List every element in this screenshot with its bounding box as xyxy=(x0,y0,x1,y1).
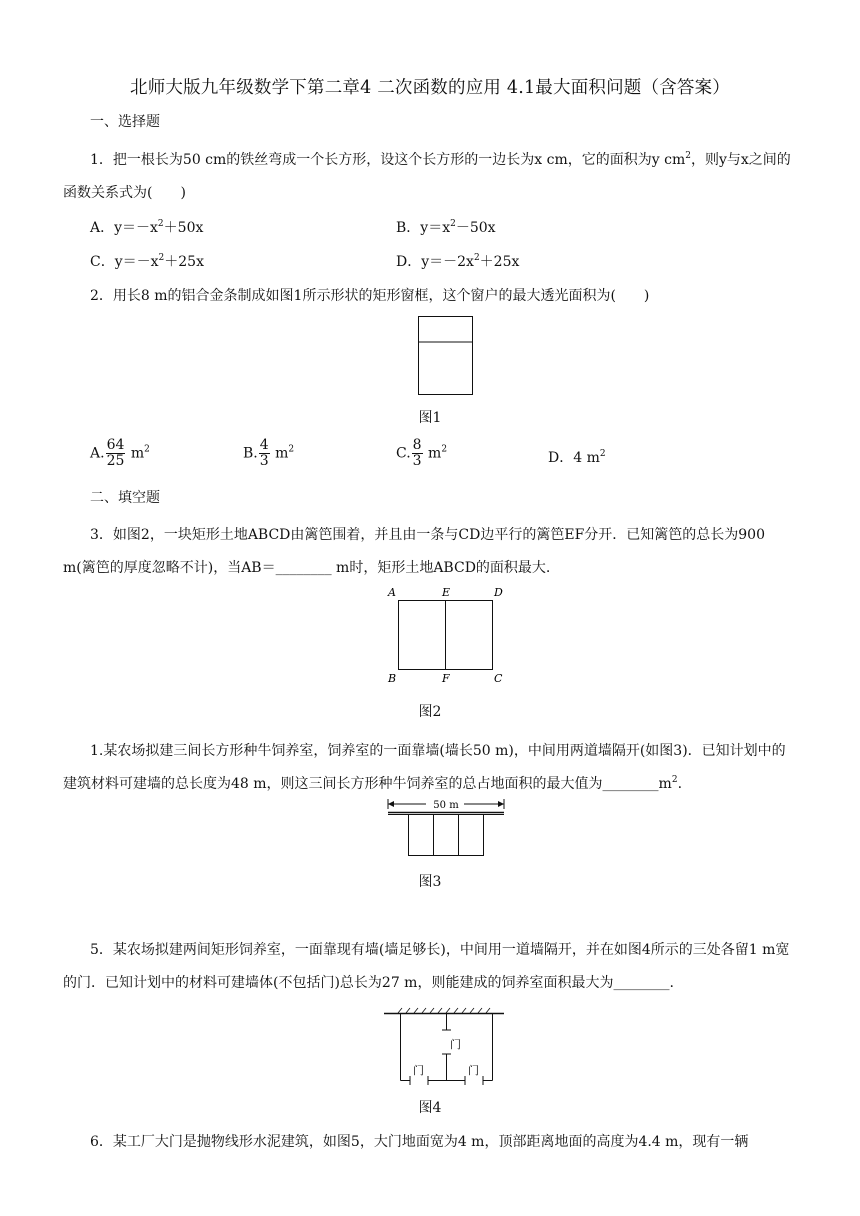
figure-3-caption: 图3 xyxy=(418,874,442,890)
figure-1-window-frame xyxy=(418,316,474,396)
door-label-middle: 门 xyxy=(450,1038,461,1051)
figure-1-caption: 图1 xyxy=(418,410,442,426)
document-title: 北师大版九年级数学下第二章4 二次函数的应用 4.1最大面积问题（含答案） xyxy=(130,78,730,98)
question-1-text-a: 1．把一根长为50 cm的铁丝弯成一个长方形，设这个长方形的一边长为x cm，它的面积为y cm xyxy=(90,152,686,168)
label-a: A xyxy=(388,586,396,599)
q1-option-c: C．$y=-x^2+25x$ xyxy=(90,253,204,270)
question-1 xyxy=(63,144,798,210)
question-4: 1.某农场拟建三间长方形种牛饲养室，饲养室的一面靠墙(墙长50 m)，中间用两道墙隔开(如图3)．已知计划中的建筑材料可建墙的总长度为48 m，则这三间长方形种牛饲养室的总占地面积的最大值为$\_\_\_\_\_\_\_\_m^2$. xyxy=(63,743,786,792)
question-3: 3．如图2，一块矩形土地ABCD由篱笆围着，并且由一条与CD边平行的篱笆EF分开．已知篱笆的总长为900 m(篱笆的厚度忽略不计)，当AB＝________ m时，矩形土地ABCD的面积最大. xyxy=(63,527,765,576)
door-label-left: 门 xyxy=(413,1064,424,1077)
label-f: F xyxy=(442,672,450,685)
figure-2-caption: 图2 xyxy=(418,704,442,720)
section-heading-fill: 二、填空题 xyxy=(90,490,160,506)
figure-4-two-rooms-with-doors xyxy=(384,1008,508,1084)
q1-option-b: B．$y=x^2-50x$ xyxy=(396,219,496,236)
q2-option-c: C. $\frac{8}{3}$ $m^2$ xyxy=(396,437,448,469)
question-5: 5．某农场拟建两间矩形饲养室，一面靠现有墙(墙足够长)，中间用一道墙隔开，并在如图4所示的三处各留1 m宽的门．已知计划中的材料可建墙体(不包括门)总长为27 m，则能建成的饲养室面积最大为________. xyxy=(63,942,790,991)
figure-2-rectangle-abcd xyxy=(384,584,508,688)
figure-3-three-rooms xyxy=(384,796,510,858)
section-heading-choice: 一、选择题 xyxy=(90,114,160,130)
label-b: B xyxy=(388,672,397,685)
q2-option-d: D．4 $m^2$ xyxy=(548,449,606,466)
label-c: C xyxy=(494,672,503,685)
figure-4-caption: 图4 xyxy=(418,1100,442,1116)
question-1-text-b: ，则y与x之间的函数关系式为( ) xyxy=(63,152,791,201)
label-e: E xyxy=(442,586,451,599)
label-d: D xyxy=(494,586,503,599)
q1-option-a: A．$y=-x^2+50x$ xyxy=(90,219,204,236)
wall-length-label: 50 m xyxy=(433,800,459,811)
q1-option-d: D．$y=-2x^2+25x$ xyxy=(396,253,520,270)
q2-option-b: B. $\frac{4}{3}$ $m^2$ xyxy=(243,437,295,469)
door-label-right: 门 xyxy=(468,1064,479,1077)
question-2: 2．用长8 m的铝合金条制成如图1所示形状的矩形窗框，这个窗户的最大透光面积为( ) xyxy=(90,288,650,304)
question-1-sup: 2 xyxy=(685,151,691,161)
question-6: 6．某工厂大门是抛物线形水泥建筑，如图5，大门地面宽为4 m，顶部距离地面的高度为4.4 m，现有一辆 xyxy=(90,1134,749,1150)
q2-option-a: A. $\frac{64}{25}$ $m^2$ xyxy=(90,437,150,469)
